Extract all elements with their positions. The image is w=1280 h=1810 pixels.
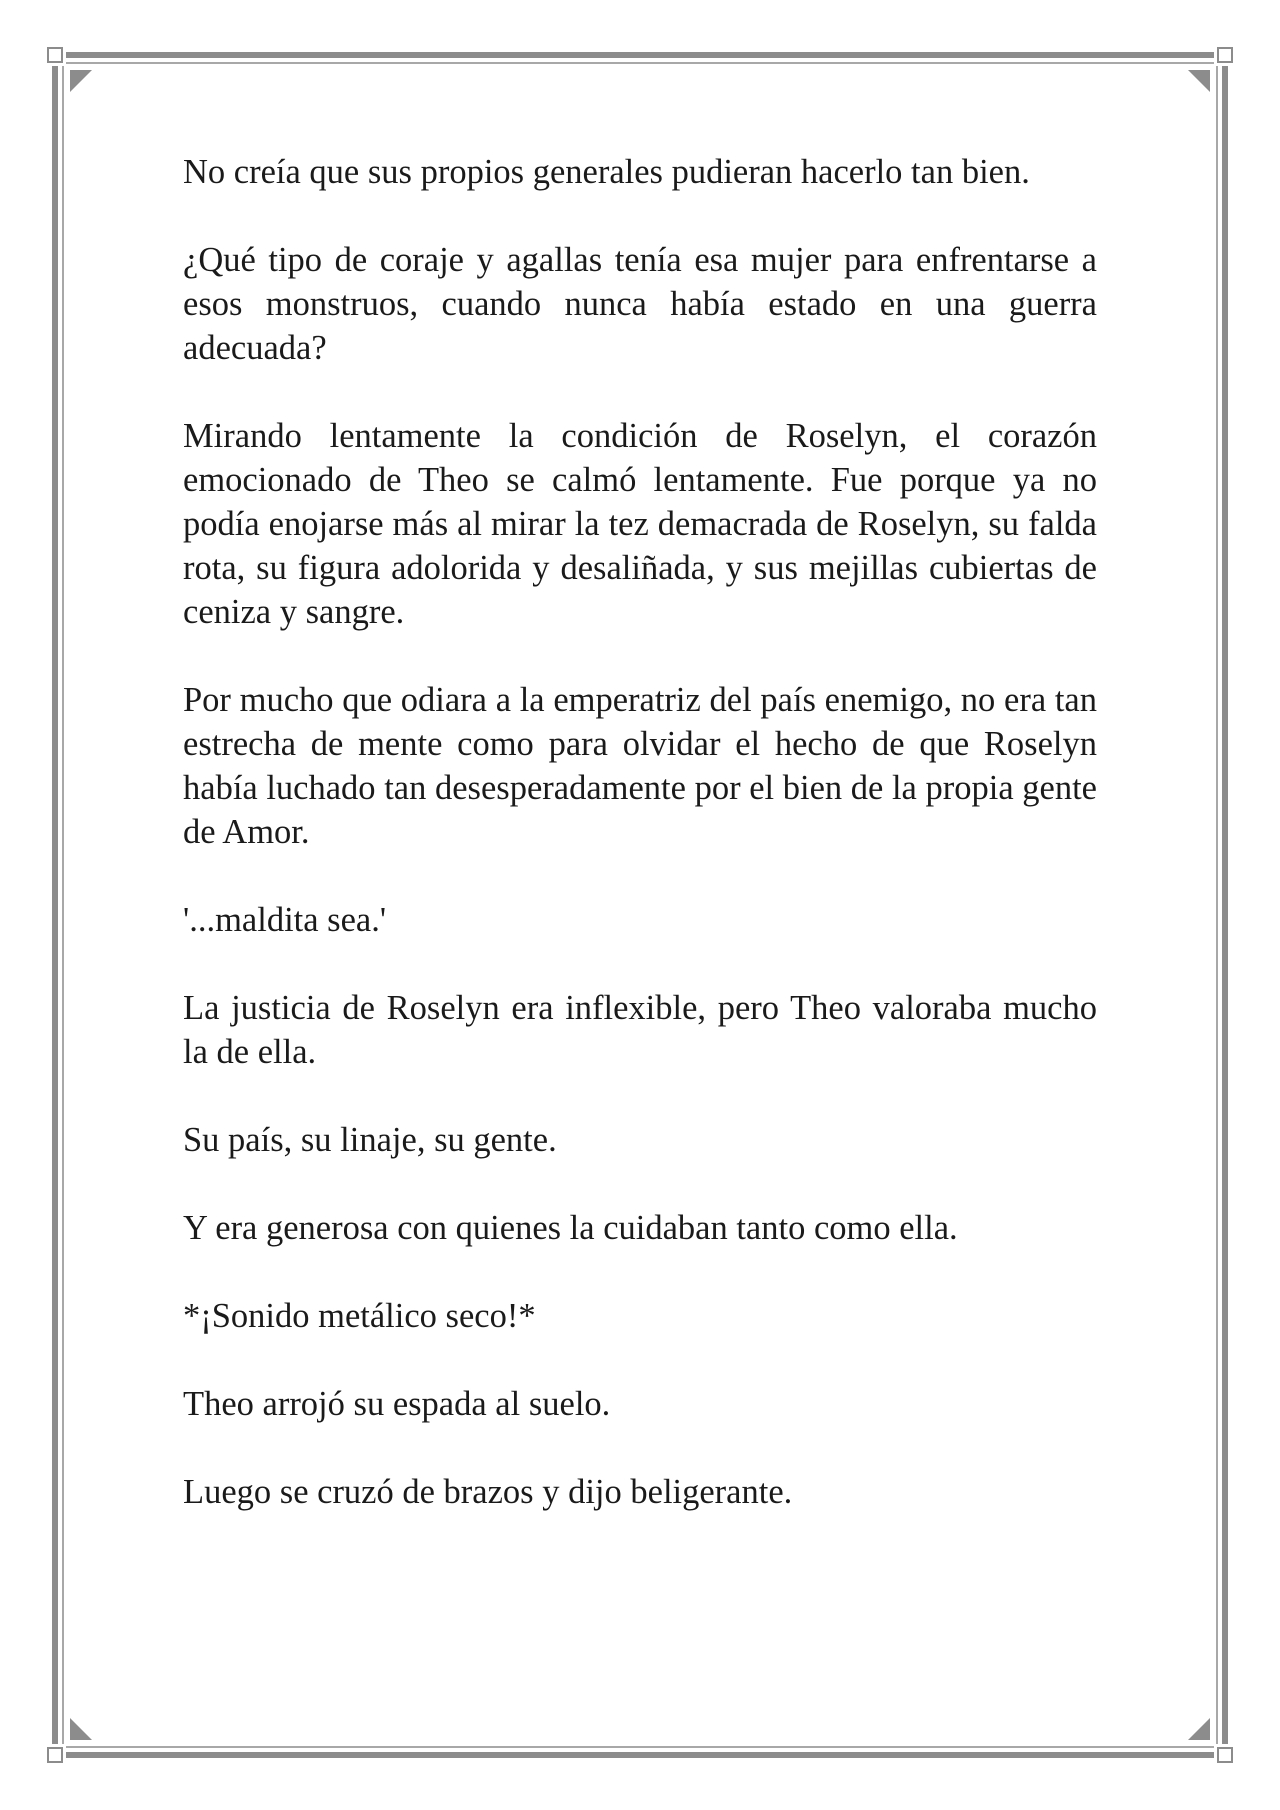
paragraph: '...maldita sea.' xyxy=(183,901,387,939)
document-body xyxy=(183,150,1097,1558)
paragraph: Theo arrojó su espada al suelo. xyxy=(183,1385,611,1423)
paragraph: Mirando lentamente la condición de Roselyn, el corazón emocionado de Theo se calmó lentamente. Fue porque ya no podía enojarse más al mirar la tez demacrada de Roselyn, su falda rota, su figura adolorida y desaliñada, y sus mejillas cubiertas de ceniza y sangre. xyxy=(183,417,1097,631)
paragraph: Luego se cruzó de brazos y dijo beligerante. xyxy=(183,1473,793,1511)
paragraph: Su país, su linaje, su gente. xyxy=(183,1121,557,1159)
paragraph: La justicia de Roselyn era inflexible, pero Theo valoraba mucho la de ella. xyxy=(183,989,1097,1071)
paragraph: *¡Sonido metálico seco!* xyxy=(183,1297,536,1335)
paragraph: No creía que sus propios generales pudieran hacerlo tan bien. xyxy=(183,153,1030,191)
paragraph: ¿Qué tipo de coraje y agallas tenía esa mujer para enfrentarse a esos monstruos, cuando nunca había estado en una guerra adecuada? xyxy=(183,241,1097,367)
paragraph: Y era generosa con quienes la cuidaban tanto como ella. xyxy=(183,1209,958,1247)
paragraph: Por mucho que odiara a la emperatriz del país enemigo, no era tan estrecha de mente como para olvidar el hecho de que Roselyn había luchado tan desesperadamente por el bien de la propia gente de Amor. xyxy=(183,681,1097,851)
